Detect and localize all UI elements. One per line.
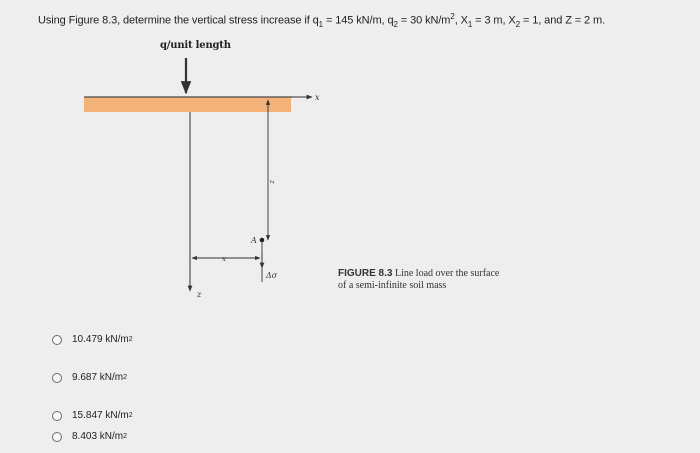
x-axis-label: x [315, 93, 320, 102]
q2-unit-exponent: 2 [450, 12, 455, 21]
answer-option-3-label: 15.847 kN/m [72, 410, 129, 421]
answer-option-3[interactable] [52, 410, 133, 421]
unit-exponent: 2 [128, 412, 133, 419]
soil-surface-band [84, 97, 291, 112]
question-prefix: Using Figure 8.3, determine the vertical stress increase if [38, 14, 310, 27]
q2-symbol: q [384, 14, 394, 27]
z-dimension-label: z [268, 180, 276, 184]
q2-subscript: 2 [393, 19, 398, 29]
caption-number: FIGURE 8.3 [338, 268, 393, 279]
answer-option-4[interactable] [52, 431, 127, 442]
unit-exponent: 2 [123, 374, 128, 381]
answer-option-2[interactable] [52, 372, 127, 383]
figure-load-label: q/unit length [160, 40, 231, 51]
answer-option-1-label: 10.479 kN/m [72, 334, 129, 345]
x1-value: = 3 m, [472, 14, 506, 27]
answer-option-4-label: 8.403 kN/m [72, 431, 124, 442]
unit-exponent: 2 [123, 433, 128, 440]
x1-subscript: 1 [467, 19, 473, 29]
x2-symbol: X [505, 14, 516, 27]
x1-symbol: , X [454, 14, 468, 27]
caption-line-2: of a semi-infinite soil mass [338, 280, 447, 291]
z-axis-label: z [197, 290, 202, 299]
radio-button[interactable] [52, 335, 62, 345]
q1-subscript: 1 [318, 19, 324, 29]
figure-caption [338, 268, 499, 292]
radio-button[interactable] [52, 411, 62, 421]
answer-option-1[interactable] [52, 334, 133, 345]
point-a-marker [260, 238, 265, 243]
x-dimension-label: x [222, 255, 226, 263]
answer-option-2-label: 9.687 kN/m [72, 372, 124, 383]
stress-label: Δσ [266, 271, 278, 280]
caption-line-1: Line load over the surface [394, 268, 500, 279]
radio-button[interactable] [52, 373, 62, 383]
q1-value: = 145 kN/m, [323, 14, 385, 27]
radio-button[interactable] [52, 432, 62, 442]
x2-subscript: 2 [515, 19, 521, 29]
x2-value: = 1, and Z = 2 m. [520, 14, 606, 27]
q1-symbol: q [312, 14, 319, 27]
q2-value: = 30 kN/m [397, 14, 451, 27]
point-a-label: A [251, 236, 257, 245]
unit-exponent: 2 [128, 336, 133, 343]
